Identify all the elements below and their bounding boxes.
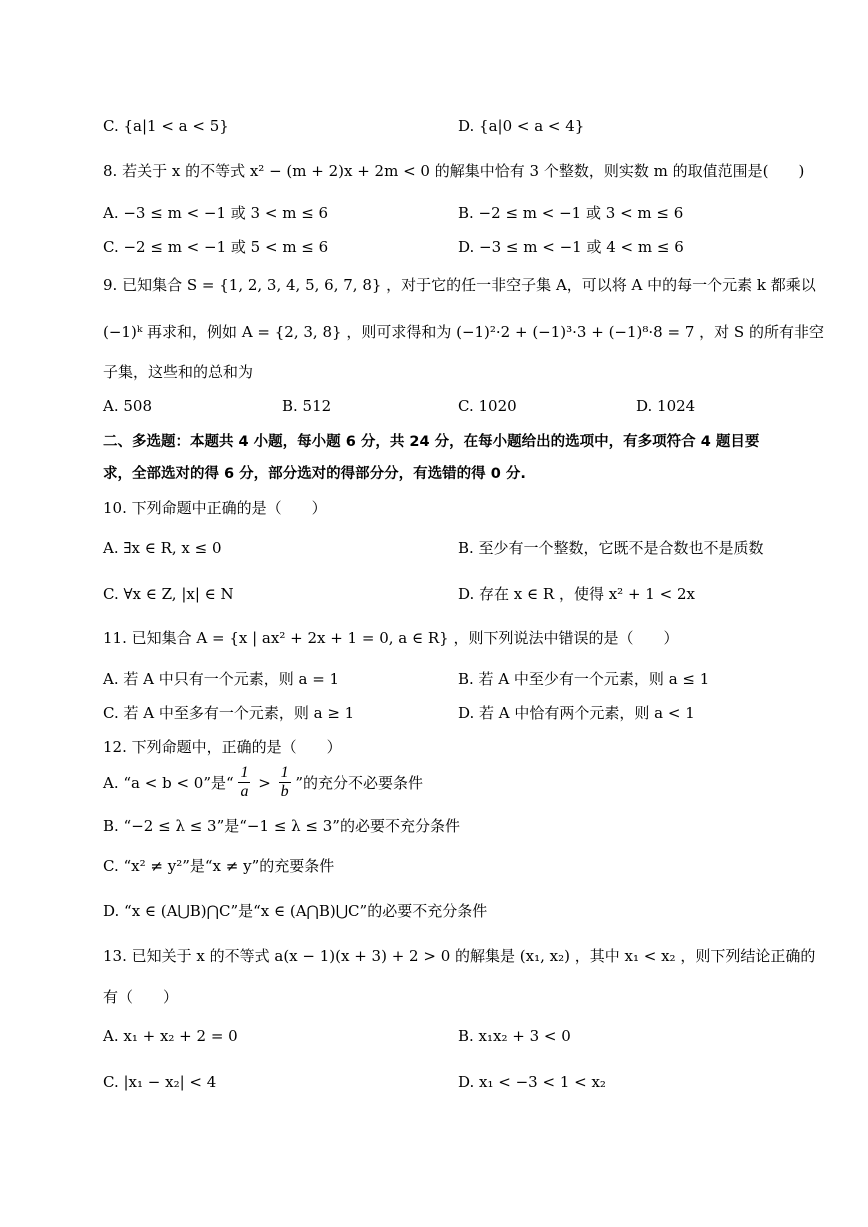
q9-option-d: D. 1024 bbox=[636, 397, 696, 415]
q13-option-c: C. |x₁ − x₂| < 4 bbox=[103, 1073, 217, 1091]
q8-option-b: B. −2 ≤ m < −1 或 3 < m ≤ 6 bbox=[458, 204, 684, 222]
q9-stem-line1: 9. 已知集合 S = {1, 2, 3, 4, 5, 6, 7, 8} ，对于它的任一非空子集 A，可以将 A 中的每一个元素 k 都乘以 bbox=[103, 276, 816, 294]
q8-option-d: D. −3 ≤ m < −1 或 4 < m ≤ 6 bbox=[458, 238, 684, 256]
q12-option-a-fraction-1-numerator: 1 bbox=[240, 764, 249, 781]
q12-option-a-fraction-2 bbox=[279, 764, 291, 801]
q13-stem-line1: 13. 已知关于 x 的不等式 a(x − 1)(x + 3) + 2 > 0 的解集是 (x₁, x₂) ，其中 x₁ < x₂ ，则下列结论正确的 bbox=[103, 947, 816, 965]
q10-stem: 10. 下列命题中正确的是（ ） bbox=[103, 499, 327, 517]
q10-option-b: B. 至少有一个整数，它既不是合数也不是质数 bbox=[458, 539, 764, 557]
q11-option-a: A. 若 A 中只有一个元素，则 a = 1 bbox=[103, 670, 340, 688]
q12-option-a-suffix: ”的充分不必要条件 bbox=[295, 774, 424, 792]
q13-option-d: D. x₁ < −3 < 1 < x₂ bbox=[458, 1073, 606, 1091]
q9-option-b: B. 512 bbox=[282, 397, 332, 415]
q10-option-c: C. ∀x ∈ Z, |x| ∈ N bbox=[103, 585, 234, 603]
q12-option-b: B. “−2 ≤ λ ≤ 3”是“−1 ≤ λ ≤ 3”的必要不充分条件 bbox=[103, 817, 460, 835]
q13-stem-line2: 有（ ） bbox=[103, 988, 179, 1006]
q8-option-c: C. −2 ≤ m < −1 或 5 < m ≤ 6 bbox=[103, 238, 329, 256]
q10-option-d: D. 存在 x ∈ R ，使得 x² + 1 < 2x bbox=[458, 585, 695, 603]
section-2-heading-line1: 二、多选题：本题共 4 小题，每小题 6 分，共 24 分，在每小题给出的选项中，有多项符合 4 题目要 bbox=[103, 434, 760, 450]
q13-option-b: B. x₁x₂ + 3 < 0 bbox=[458, 1027, 571, 1045]
q11-option-d: D. 若 A 中恰有两个元素，则 a < 1 bbox=[458, 704, 695, 722]
q9-stem-line3: 子集，这些和的总和为 bbox=[103, 363, 254, 381]
q12-option-a bbox=[103, 764, 423, 801]
q8-stem: 8. 若关于 x 的不等式 x² − (m + 2)x + 2m < 0 的解集中恰有 3 个整数，则实数 m 的取值范围是( ) bbox=[103, 162, 805, 180]
q12-option-a-fraction-1 bbox=[238, 764, 250, 801]
q12-option-a-prefix: A. “a < b < 0”是“ bbox=[103, 774, 234, 792]
q13-option-a: A. x₁ + x₂ + 2 = 0 bbox=[103, 1027, 238, 1045]
q12-option-d: D. “x ∈ (A⋃B)⋂C”是“x ∈ (A⋂B)⋃C”的必要不充分条件 bbox=[103, 902, 488, 920]
q9-option-a: A. 508 bbox=[103, 397, 152, 415]
q10-option-a: A. ∃x ∈ R, x ≤ 0 bbox=[103, 539, 222, 557]
q11-option-c: C. 若 A 中至多有一个元素，则 a ≥ 1 bbox=[103, 704, 355, 722]
q8-option-a: A. −3 ≤ m < −1 或 3 < m ≤ 6 bbox=[103, 204, 329, 222]
q7-option-d: D. {a|0 < a < 4} bbox=[458, 117, 585, 135]
q12-option-a-fraction-1-denominator: a bbox=[240, 783, 249, 800]
q12-option-a-fraction-2-denominator: b bbox=[280, 783, 289, 800]
q9-stem-line2: (−1)ᵏ 再求和，例如 A = {2, 3, 8} ，则可求得和为 (−1)²·2 + (−1)³·3 + (−1)⁸·8 = 7 ，对 S 的所有非空 bbox=[103, 323, 824, 341]
q9-option-c: C. 1020 bbox=[458, 397, 517, 415]
q12-option-a-greater-sign: > bbox=[258, 773, 271, 792]
section-2-heading-line2: 求，全部选对的得 6 分，部分选对的得部分分，有选错的得 0 分. bbox=[103, 466, 526, 482]
q11-stem: 11. 已知集合 A = {x | ax² + 2x + 1 = 0, a ∈ R} ，则下列说法中错误的是（ ） bbox=[103, 629, 679, 647]
q12-option-c: C. “x² ≠ y²”是“x ≠ y”的充要条件 bbox=[103, 857, 335, 875]
q12-stem: 12. 下列命题中，正确的是（ ） bbox=[103, 738, 342, 756]
q12-option-a-fraction-2-numerator: 1 bbox=[280, 764, 289, 781]
q7-option-c: C. {a|1 < a < 5} bbox=[103, 117, 229, 135]
q11-option-b: B. 若 A 中至少有一个元素，则 a ≤ 1 bbox=[458, 670, 710, 688]
